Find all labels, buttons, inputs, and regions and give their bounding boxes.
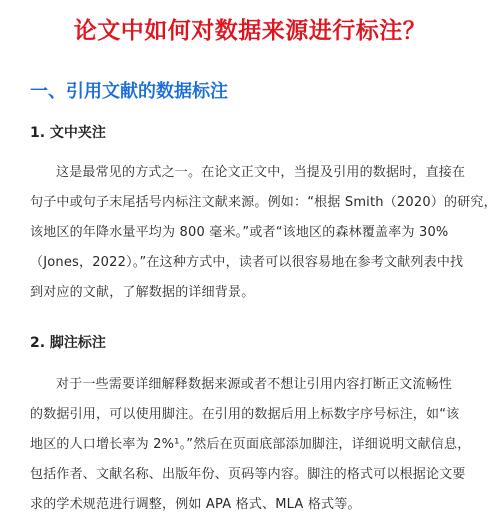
- paragraph-line: 的数据引用，可以使用脚注。在引用的数据后用上标数字序号标注，如“该: [30, 407, 460, 422]
- paragraph-line: 句子中或句子末尾括号内标注文献来源。例如：“根据 Smith（2020）的研究，: [30, 195, 497, 210]
- subsection-heading-footnote: 2. 脚注标注: [30, 335, 106, 351]
- paragraph-line: 对于一些需要详细解释数据来源或者不想让引用内容打断正文流畅性: [56, 377, 453, 392]
- section-heading: 一、引用文献的数据标注: [30, 81, 228, 102]
- page-title: 论文中如何对数据来源进行标注？: [73, 18, 427, 44]
- paragraph-line: 地区的人口增长率为 2%¹。”然后在页面底部添加脚注，详细说明文献信息，: [30, 437, 471, 452]
- paragraph-footnote: [30, 370, 470, 520]
- subsection-heading-inline-citation: 1. 文中夹注: [30, 125, 106, 141]
- paragraph-line: 到对应的文献，了解数据的详细背景。: [30, 285, 255, 300]
- paragraph-line: （Jones，2022）。”在这种方式中，读者可以很容易地在参考文献列表中找: [30, 255, 464, 270]
- paragraph-line: 求的学术规范进行调整，例如 APA 格式、MLA 格式等。: [30, 497, 361, 512]
- paragraph-line: 该地区的年降水量平均为 800 毫米。”或者“该地区的森林覆盖率为 30%: [30, 225, 449, 240]
- paragraph-line: 包括作者、文献名称、出版年份、页码等内容。脚注的格式可以根据论文要: [30, 467, 466, 482]
- paragraph-line: 这是最常见的方式之一。在论文正文中，当提及引用的数据时，直接在: [56, 165, 466, 180]
- paragraph-inline-citation: [30, 158, 497, 308]
